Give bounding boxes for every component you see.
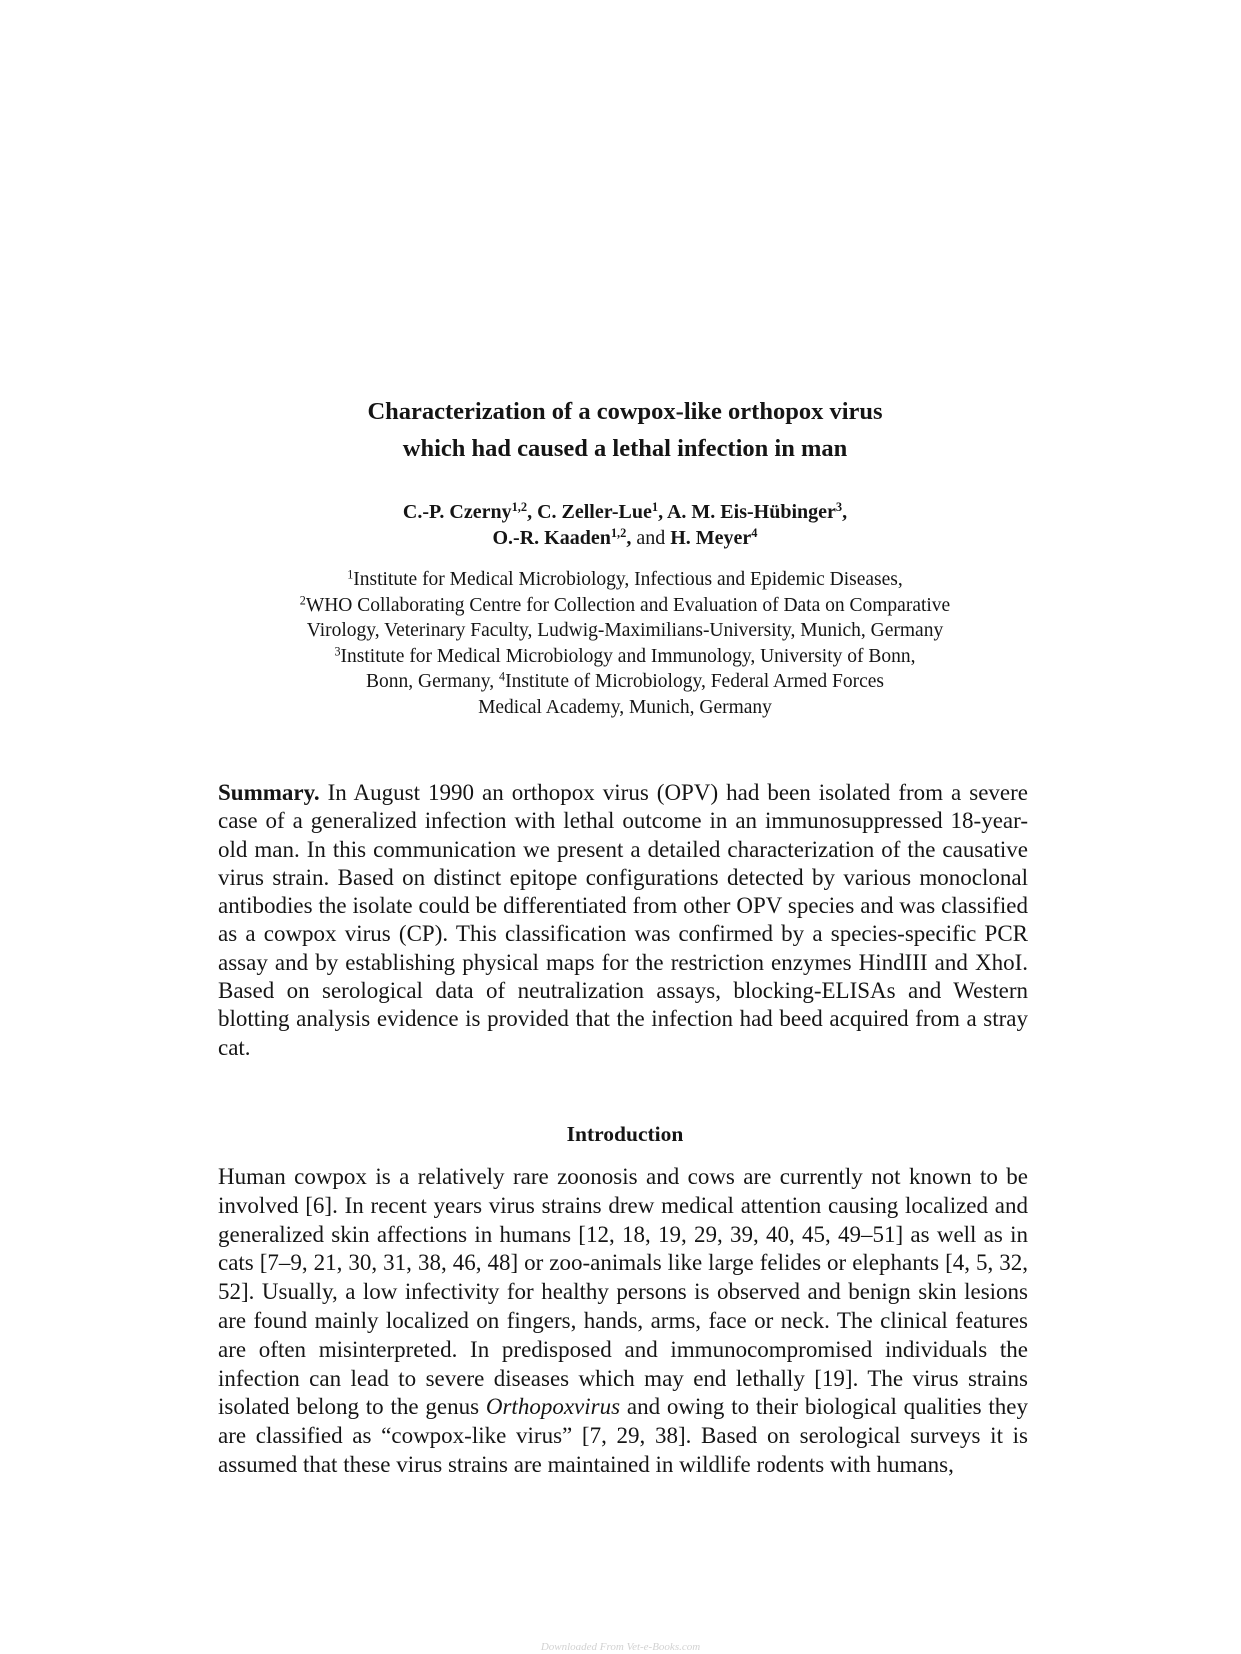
author-affiliation-mark: 1,2 bbox=[610, 526, 627, 541]
summary-text: In August 1990 an orthopox virus (OPV) had been isolated from a severe case of a generalized infection with lethal outcome in an immunosuppressed 18-year-old man. In this communication we present a detailed characterization of the causative virus strain. Based on distinct epitope configurations detected by various monoclonal antibodies the isolate could be differentiated from other OPV species and was classified as a cowpox virus (CP). This classification was confirmed by a species-specific PCR assay and by establishing physical maps for the restriction enzymes HindIII and XhoI. Based on serological data of neutralization assays, blocking-ELISAs and Western blotting analysis evidence is provided that the infection had beed acquired from a stray cat. bbox=[218, 780, 1028, 1060]
affiliations bbox=[200, 567, 1050, 720]
author-list: C.-P. Czerny$^{1,2}$, C. Zeller-Lue$^1$, A. M. Eis-Hübinger$^3$, O.-R. Kaaden$^{1,2}$, and H. Meyer$^4$ bbox=[402, 500, 848, 549]
summary-label: Summary. bbox=[218, 780, 320, 805]
affiliation-line: Virology, Veterinary Faculty, Ludwig-Maximilians-University, Munich, Germany bbox=[306, 620, 944, 641]
affiliation-line: Bonn, Germany, $^4$Institute of Microbiology, Federal Armed Forces bbox=[365, 669, 884, 692]
introduction-paragraph: Human cowpox is a relatively rare zoonosis and cows are currently not known to be involved [6]. In recent years virus strains drew medical attention causing localized and generalized skin affections in humans [12, 18, 19, 29, 39, 40, 45, 49–51] as well as in cats [7–9, 21, 30, 31, 38, 46, 48] or zoo-animals like large felides or elephants [4, 5, 32, 52]. Usually, a low infectivity for healthy persons is observed and benign skin lesions are found mainly localized on fingers, hands, arms, face or neck. The clinical features are often misinterpreted. In predisposed and immunocompromised individuals the infection can lead to severe diseases which may end lethally [19]. The virus strains isolated belong to the genus Orthopoxvirus and owing to their biological qualities they are classified as “cowpox-like virus” [7, 29, 38]. Based on serological surveys it is assumed that these virus strains are maintained in wildlife rodents with humans, bbox=[218, 1164, 1029, 1477]
author-conjunction: and bbox=[636, 527, 666, 549]
author-affiliation-mark: 3 bbox=[835, 500, 843, 515]
title-line-2: which had caused a lethal infection in man bbox=[402, 435, 848, 462]
author-name: A. M. Eis-Hübinger bbox=[666, 501, 836, 523]
affiliation-line: $^2$WHO Collaborating Centre for Collection and Evaluation of Data on Comparative bbox=[299, 592, 951, 616]
article-title bbox=[200, 393, 1050, 467]
affiliation-line: Medical Academy, Munich, Germany bbox=[478, 696, 772, 718]
summary-paragraph bbox=[218, 779, 1028, 1062]
download-watermark: Downloaded From Vet-e-Books.com bbox=[540, 1641, 701, 1653]
affiliation-line: $^3$Institute for Medical Microbiology and Immunology, University of Bonn, bbox=[334, 643, 916, 667]
genus-name: Orthopoxvirus bbox=[485, 1394, 621, 1420]
section-heading-introduction: Introduction bbox=[566, 1122, 684, 1146]
author-affiliation-mark: 1 bbox=[651, 500, 659, 515]
author-affiliation-mark: 4 bbox=[751, 526, 758, 541]
author-name: C.-P. Czerny bbox=[402, 501, 512, 523]
author-name: C. Zeller-Lue bbox=[537, 501, 652, 523]
author-name: H. Meyer bbox=[670, 527, 752, 549]
author-affiliation-mark: 1,2 bbox=[511, 500, 528, 515]
author-name: O.-R. Kaaden bbox=[492, 527, 611, 549]
title-line-1: Characterization of a cowpox-like orthopox virus bbox=[367, 398, 883, 425]
affiliation-line: $^1$Institute for Medical Microbiology, Infectious and Epidemic Diseases, bbox=[347, 567, 903, 590]
